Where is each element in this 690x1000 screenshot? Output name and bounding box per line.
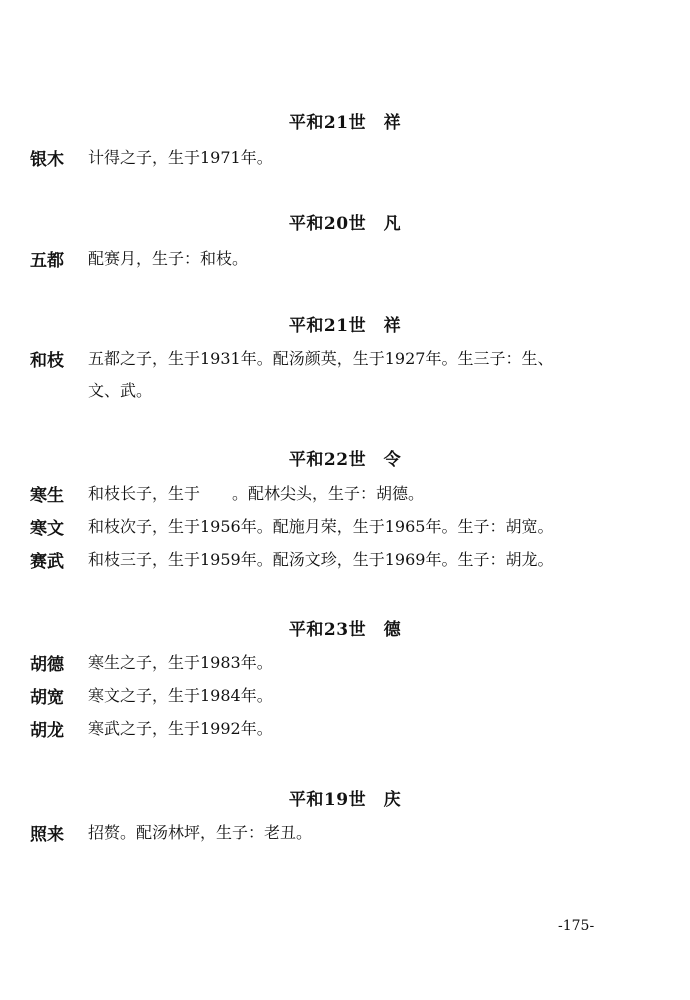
person-name: 照来 <box>30 825 64 845</box>
entry-text: 和枝次子，生于1956年。配施月荣，生于1965年。生子：胡宽。 <box>88 517 554 536</box>
entry-text: 和枝长子，生于 。配林尖头，生子：胡德。 <box>88 484 425 503</box>
person-name: 胡龙 <box>30 721 64 741</box>
section-heading: 平和19世 庆 <box>288 790 402 810</box>
entry-text: 和枝三子，生于1959年。配汤文珍，生于1969年。生子：胡龙。 <box>88 550 554 569</box>
section-heading: 平和20世 凡 <box>288 214 402 234</box>
person-name: 银木 <box>30 150 64 170</box>
entry-text: 寒文之子，生于1984年。 <box>88 686 273 705</box>
person-name: 和枝 <box>30 351 64 371</box>
entry-text: 配赛月，生子：和枝。 <box>88 249 249 268</box>
page-number: -175- <box>558 918 595 934</box>
person-name: 寒文 <box>30 519 64 539</box>
section-heading: 平和21世 祥 <box>288 316 402 336</box>
entry-text: 寒武之子，生于1992年。 <box>88 719 273 738</box>
person-name: 五都 <box>30 251 64 271</box>
person-name: 胡德 <box>30 655 64 675</box>
section-heading: 平和21世 祥 <box>288 113 402 133</box>
person-name: 胡宽 <box>30 688 64 708</box>
person-name: 赛武 <box>30 552 64 572</box>
entry-text: 招赘。配汤林坪，生子：老丑。 <box>88 823 313 842</box>
section-heading: 平和23世 德 <box>288 620 402 640</box>
entry-text: 计得之子，生于1971年。 <box>88 148 273 167</box>
entry-text-continued: 文、武。 <box>88 381 153 400</box>
section-heading: 平和22世 令 <box>288 450 402 470</box>
person-name: 寒生 <box>30 486 64 506</box>
entry-text: 五都之子，生于1931年。配汤颜英，生于1927年。生三子：生、 <box>88 349 554 368</box>
entry-text: 寒生之子，生于1983年。 <box>88 653 273 672</box>
